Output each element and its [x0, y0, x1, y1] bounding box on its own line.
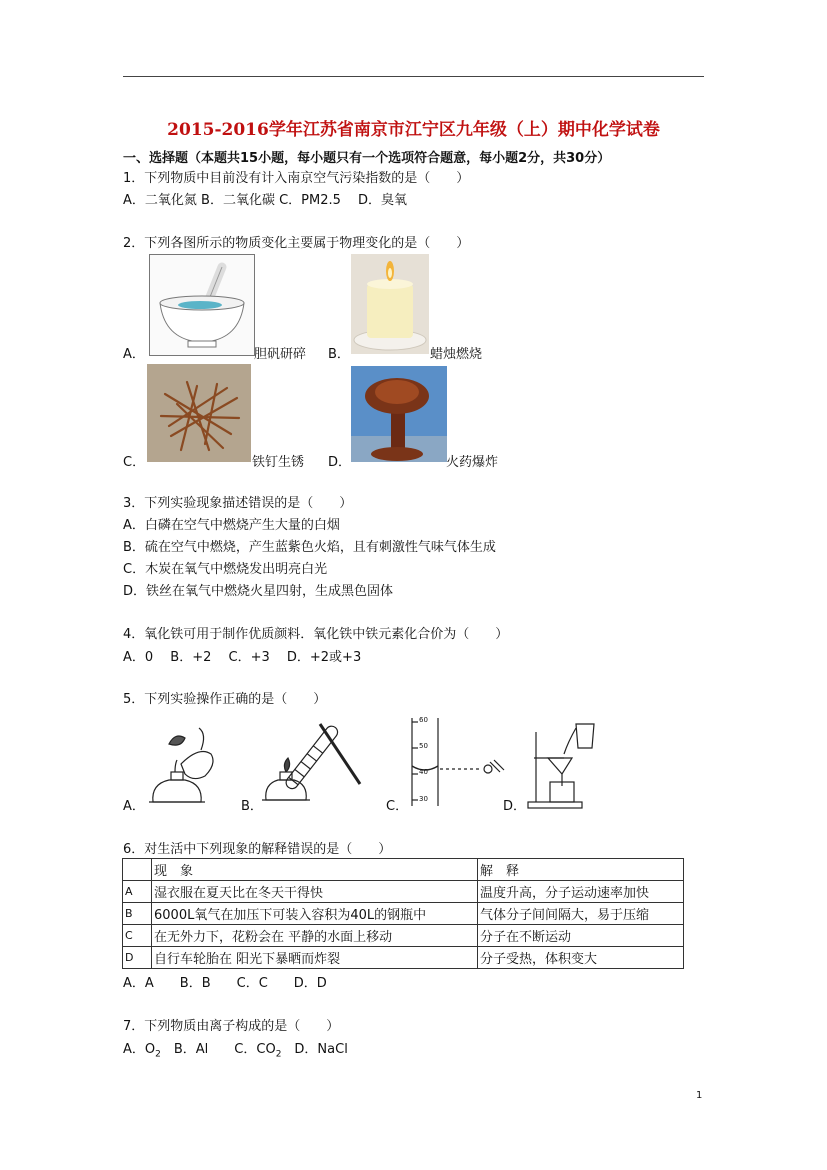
test-tube-heating-diagram [258, 714, 366, 810]
table-header-row [123, 859, 684, 881]
table-header-cell: 现 象 [152, 859, 478, 881]
section-heading: 一、选择题（本题共15小题，每小题只有一个选项符合题意，每小题2分，共30分） [123, 151, 611, 166]
q2-label-b: B． [328, 347, 350, 362]
q5-label-d: D． [503, 799, 527, 814]
q3-option-b: B．硫在空气中燃烧，产生蓝紫色火焰，且有刺激性气味气体生成 [123, 540, 496, 555]
q2-caption-d: 火药爆炸 [446, 455, 499, 470]
q5-label-b: B． [241, 799, 263, 814]
q6-stem: 6．对生活中下列现象的解释错误的是（ ） [123, 842, 392, 857]
page-number: 1 [696, 1090, 703, 1101]
q7-stem: 7．下列物质由离子构成的是（ ） [123, 1019, 340, 1034]
q4-options: A．0 B．+2 C．+3 D．+2或+3 [123, 650, 362, 665]
table-cell: 湿衣服在夏天比在冬天干得快 [152, 881, 478, 903]
table-row [123, 881, 684, 903]
q7-option-a: A．O [123, 1042, 156, 1057]
q7-options [123, 1038, 348, 1060]
q3-option-d: D．铁丝在氧气中燃烧火星四射，生成黑色固体 [123, 584, 394, 599]
table-row [123, 947, 684, 969]
table-row [123, 925, 684, 947]
q2-label-a: A． [123, 347, 145, 362]
q7-option-d: D．NaCl [281, 1042, 348, 1057]
q7-sub-c: 2 [275, 1049, 282, 1060]
table-header-cell: 解 释 [478, 859, 684, 881]
table-cell: 自行车轮胎在 阳光下暴晒而炸裂 [152, 947, 478, 969]
cylinder-tick-60: 60 [419, 716, 428, 724]
q7-option-bc: B．Al C．CO [160, 1042, 276, 1057]
q3-stem: 3．下列实验现象描述错误的是（ ） [123, 496, 353, 511]
cylinder-tick-30: 30 [419, 795, 428, 803]
q2-caption-b: 蜡烛燃烧 [430, 347, 483, 362]
alcohol-lamp-lighting-diagram [141, 724, 221, 810]
q3-option-c: C．木炭在氧气中燃烧发出明亮白光 [123, 562, 328, 577]
table-cell: 6000L氧气在加压下可装入容积为40L的钢瓶中 [152, 903, 478, 925]
q5-label-c: C． [386, 799, 409, 814]
q3-option-a: A．白磷在空气中燃烧产生大量的白烟 [123, 518, 340, 533]
table-header-cell [123, 859, 152, 881]
q6-options: A．A B．B C．C D．D [123, 976, 327, 991]
q2-caption-c: 铁钉生锈 [252, 455, 305, 470]
table-cell: C [123, 925, 152, 947]
q2-caption-a: 胆矾研碎 [254, 347, 307, 362]
cylinder-tick-40: 40 [419, 768, 428, 776]
q5-stem: 5．下列实验操作正确的是（ ） [123, 692, 327, 707]
q2-stem: 2．下列各图所示的物质变化主要属于物理变化的是（ ） [123, 236, 470, 251]
table-cell: 温度升高，分子运动速率加快 [478, 881, 684, 903]
q2-label-d: D． [328, 455, 352, 470]
table-cell: 气体分子间间隔大，易于压缩 [478, 903, 684, 925]
mortar-image [149, 254, 255, 356]
table-cell: A [123, 881, 152, 903]
table-cell: 分子受热，体积变大 [478, 947, 684, 969]
table-row [123, 903, 684, 925]
q7-sub-a: 2 [155, 1049, 161, 1060]
q6-table [122, 858, 684, 969]
header-rule [123, 76, 704, 77]
cylinder-tick-50: 50 [419, 742, 428, 750]
exam-title: 2015-2016学年江苏省南京市江宁区九年级（上）期中化学试卷 [167, 120, 660, 140]
table-cell: D [123, 947, 152, 969]
q4-stem: 4．氧化铁可用于制作优质颜料．氧化铁中铁元素化合价为（ ） [123, 627, 509, 642]
table-cell: B [123, 903, 152, 925]
q1-stem: 1．下列物质中目前没有计入南京空气污染指数的是（ ） [123, 171, 470, 186]
q1-options: A．二氧化氮 B．二氧化碳 C．PM2.5 D．臭氧 [123, 193, 408, 208]
candle-image [351, 254, 429, 354]
table-cell: 分子在不断运动 [478, 925, 684, 947]
q5-label-a: A． [123, 799, 145, 814]
explosion-image [351, 366, 447, 462]
nails-image [147, 364, 251, 462]
table-cell: 在无外力下，花粉会在 平静的水面上移动 [152, 925, 478, 947]
filtration-diagram [524, 718, 600, 810]
q2-label-c: C． [123, 455, 146, 470]
